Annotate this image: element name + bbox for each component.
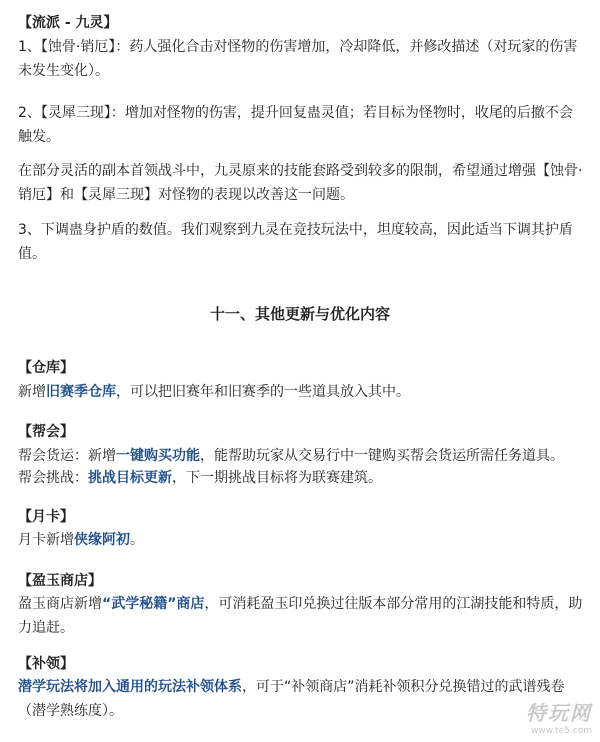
jiuling-note: 在部分灵活的副本首领战斗中，九灵原来的技能套路受到较多的限制，希望通过增强【蚀骨·销厄】和【灵犀三现】对怪物的表现以改善这一问题。 [18, 163, 583, 203]
guild-l1-post: ，能帮助玩家从交易行中一键购买帮会货运所需任务道具。 [200, 448, 564, 464]
warehouse-line [18, 380, 583, 404]
shop-line [18, 592, 583, 640]
shop-highlight: “武学秘籍”商店 [102, 596, 205, 612]
warehouse-post: ，可以把旧赛年和旧赛季的一些道具放入其中。 [116, 384, 410, 400]
guild-l1-highlight: 一键购买功能 [116, 448, 200, 464]
supplement-highlight: 潜学玩法将加入通用的玩法补领体系 [18, 679, 242, 695]
jiuling-item-3: 3、下调蛊身护盾的数值。我们观察到九灵在竞技玩法中，坦度较高，因此适当下调其护盾值。 [18, 222, 573, 262]
watermark-url: www.te5.com [531, 726, 592, 736]
supplement-line [18, 675, 583, 723]
watermark-logo: 特玩网 [526, 701, 592, 725]
monthly-line [18, 528, 583, 552]
guild-line-2 [18, 466, 583, 490]
shop-heading: 【盈玉商店】 [18, 573, 102, 589]
warehouse-pre: 新增 [18, 384, 46, 400]
guild-heading: 【帮会】 [18, 424, 74, 440]
monthly-post: 。 [130, 532, 144, 548]
monthly-highlight: 侠缘阿初 [74, 532, 130, 548]
warehouse-heading: 【仓库】 [18, 360, 74, 376]
jiuling-item-2: 2、【灵犀三现】：增加对怪物的伤害，提升回复蛊灵值；若目标为怪物时，收尾的后撤不会触发。 [18, 105, 573, 145]
section-heading-jiuling: 【流派 - 九灵】 [18, 15, 118, 31]
guild-line-1 [18, 444, 583, 468]
section-title: 十一、其他更新与优化内容 [209, 305, 390, 323]
supplement-post: ，可于“补领商店”消耗补领积分兑换错过的武谱残卷（潜学熟练度）。 [18, 679, 565, 719]
shop-post: ，可消耗盈玉印兑换过往版本部分常用的江湖技能和特质，助力追赶。 [18, 596, 583, 636]
warehouse-highlight: 旧赛季仓库 [46, 384, 116, 400]
monthly-pre: 月卡新增 [18, 532, 74, 548]
supplement-heading: 【补领】 [18, 656, 74, 672]
guild-l1-pre: 帮会货运：新增 [18, 448, 116, 464]
site-watermark [526, 697, 592, 736]
guild-l2-highlight: 挑战目标更新 [88, 470, 172, 486]
jiuling-item-1: 1、【蚀骨·销厄】：药人强化合击对怪物的伤害增加，冷却降低，并修改描述（对玩家的伤害未发生变化）。 [18, 39, 578, 79]
monthly-heading: 【月卡】 [18, 509, 74, 525]
shop-pre: 盈玉商店新增 [18, 596, 102, 612]
guild-l2-post: ，下一期挑战目标将为联赛建筑。 [172, 470, 382, 486]
guild-l2-pre: 帮会挑战： [18, 470, 88, 486]
